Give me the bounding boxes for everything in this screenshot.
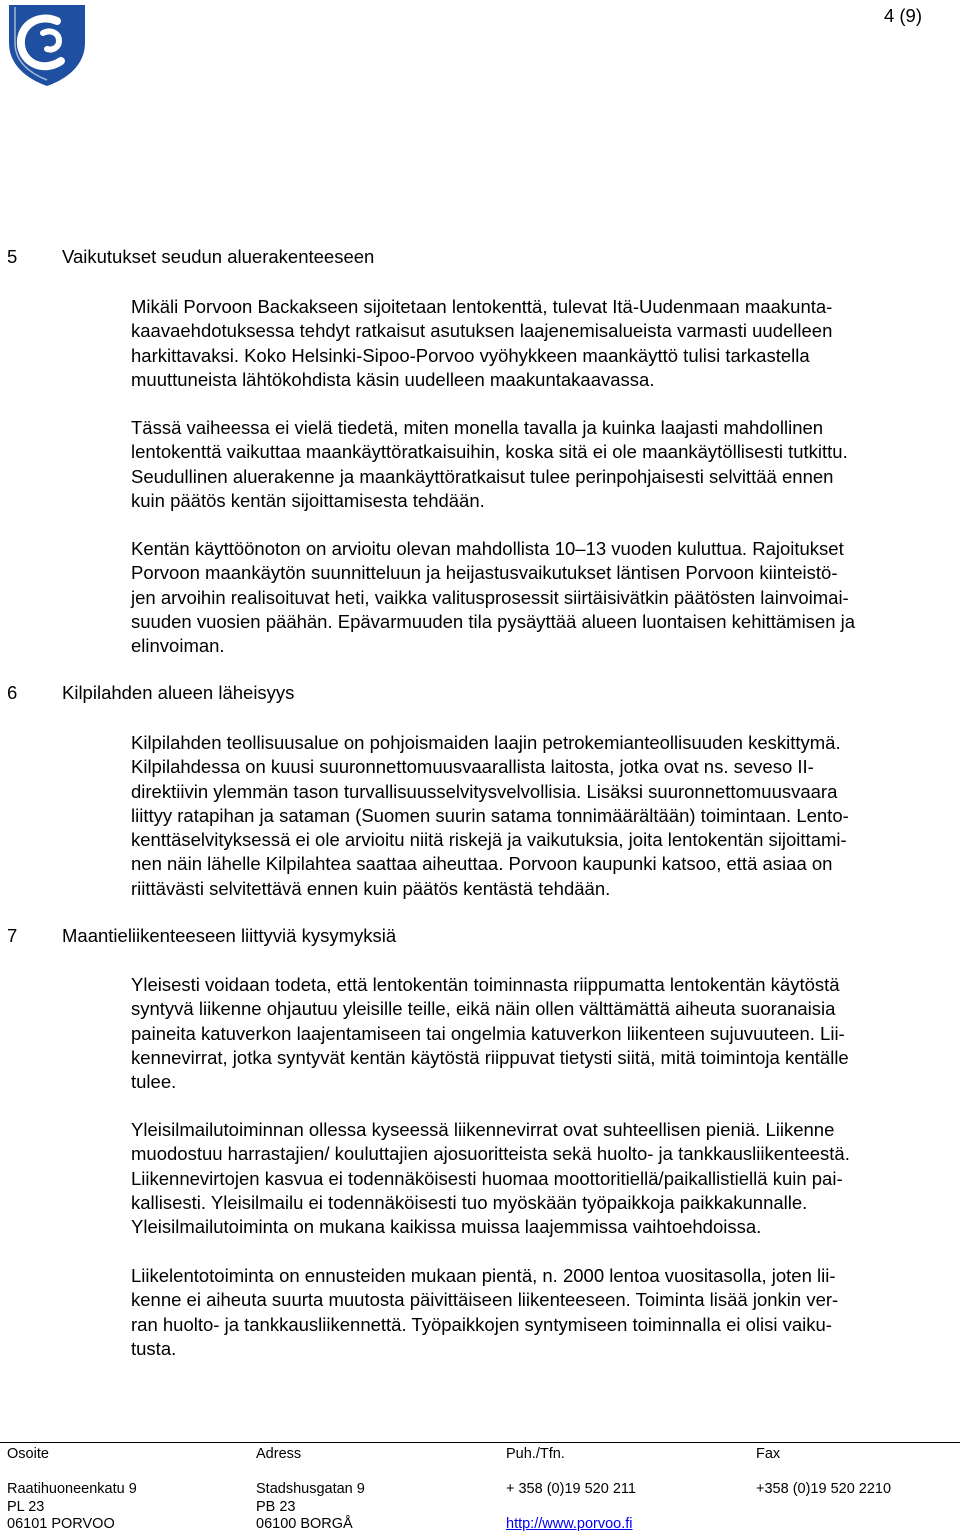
text-line: jen arvoihin realisoituvat heti, vaikka valitusprosessit siirtäisivätkin päätösten lainvoimai- — [131, 586, 849, 608]
footer-website[interactable] — [506, 1516, 633, 1534]
document-title: Lentokenttätyöryhmän lausuntoehdotus — [506, 29, 860, 50]
text-line: nen näin lähelle Kilpilahtea saattaa aiheuttaa. Porvoon kaupunki katsoo, että asiaa on — [131, 853, 833, 875]
text-line: riittävästi selvitettävä ennen kuin päätös kentästä tehdään. — [131, 877, 611, 899]
text-line: tulee. — [131, 1071, 177, 1093]
text-line: elinvoiman. — [131, 635, 225, 657]
text-line: Kilpilahden teollisuusalue on pohjoismaiden laajin petrokemianteollisuuden keskittymä. — [131, 732, 841, 753]
address-line: 06101 PORVOO — [7, 1516, 115, 1532]
footer-divider — [0, 1442, 960, 1443]
page-number: 4 (9) — [883, 5, 922, 26]
text-line: Liikennevirtojen kasvua ei todennäköisesti huomaa moottoritiellä/paikallistiellä kuin pai- — [131, 1167, 843, 1189]
section-heading: Maantieliikenteeseen liittyviä kysymyksiä — [62, 925, 397, 946]
text-line: direktiivin ylemmän tason turvallisuusselvitysvelvollisia. Lisäksi suuronnettomuusvaara — [131, 780, 838, 802]
org-name-fi: Porvoon kaupunki — [110, 29, 259, 50]
document-date: 15.10.2007 — [506, 126, 599, 147]
text-line: Mikäli Porvoon Backakseen sijoitetaan lentokenttä, tulevat Itä-Uudenmaan maakunta- — [131, 296, 833, 317]
text-line: suuden vuosien päähän. Epävarmuuden tila pysäyttää alueen luontaisen kehittämisen ja — [131, 610, 856, 632]
address-line: 06100 BORGÅ — [256, 1516, 353, 1532]
text-line: Tässä vaiheessa ei vielä tiedetä, miten monella tavalla ja kuinka laajasti mahdollinen — [131, 417, 824, 438]
section-heading: Vaikutukset seudun aluerakenteeseen — [62, 246, 375, 267]
text-line: muodostuu harrastajien/ kouluttajien ajosuoritteista sekä huolto- ja tankkausliikenteestä. — [131, 1143, 850, 1165]
address-line: PB 23 — [256, 1498, 296, 1515]
address-line: Stadshusgatan 9 — [256, 1481, 365, 1497]
text-line: kallisesti. Yleisilmailu ei todennäköisesti tuo myöskään työpaikkoja paikkakunnalle. — [131, 1191, 808, 1213]
footer-label-phone: Puh./Tfn. — [506, 1446, 565, 1462]
text-line: kuin päätös kentän sijoittamisesta tehdään. — [131, 489, 485, 511]
text-line: kenttäselvityksessä ei ole arvioitu niitä riskejä ja vaikutuksia, joita lentokentän sijoittami- — [131, 829, 847, 851]
text-line: Yleisesti voidaan todeta, että lentokentän toiminnasta riippumatta lentokentän käytöstä — [131, 974, 840, 995]
org-name-sv: Borgå stad — [110, 53, 200, 74]
footer-address-fi — [7, 1481, 137, 1534]
footer-phone: + 358 (0)19 520 211 — [506, 1481, 636, 1497]
text-line: lentokenttä vaikuttaa maankäyttöratkaisuihin, koska sitä ei ole maankäytöllisesti tutkittu. — [131, 441, 848, 463]
city-coat-of-arms-icon — [5, 3, 89, 87]
text-line: Porvoon maankäytön suunnitteluun ja heijastusvaikutukset läntisen Porvoon kiinteistö- — [131, 562, 838, 584]
section-number: 6 — [7, 682, 18, 703]
document-subtitle-line-1: (Käsitellään kaupunginhallituksessa 22.10.2007 — [506, 53, 897, 74]
address-line: Raatihuoneenkatu 9 — [7, 1481, 137, 1497]
paragraph — [131, 416, 848, 513]
footer-fax: +358 (0)19 520 2210 — [756, 1481, 892, 1497]
text-line: kennevirrat, jotka syntyvät kentän käytöstä riippuvat tietysti siitä, mitä toimintoja kentälle — [131, 1046, 849, 1068]
text-line: Seudullinen aluerakenne ja maankäyttöratkaisut tulee perinpohjaisesti selvittää ennen — [131, 465, 834, 487]
text-line: kenne ei aiheuta suurta muutosta päivittäiseen liikenteeseen. Toiminta lisää jonkin ver- — [131, 1289, 839, 1311]
paragraph — [131, 1118, 850, 1239]
section-heading: Kilpilahden alueen läheisyys — [62, 682, 295, 703]
section-number: 5 — [7, 246, 18, 267]
document-subtitle-line-2: ja kaupunginvaltuustossa 31.10.2007) — [506, 77, 818, 98]
address-line: PL 23 — [7, 1498, 45, 1515]
text-line: Kilpilahdessa on kuusi suuronnettomuusvaarallista laitosta, jotka ovat ns. seveso II- — [131, 756, 814, 778]
paragraph — [131, 295, 832, 392]
text-line: muuttuneista lähtökohdista käsin uudelleen maakuntakaavassa. — [131, 368, 655, 390]
text-line: harkittavaksi. Koko Helsinki-Sipoo-Porvoo vyöhykkeen maankäyttö tulisi tarkastella — [131, 344, 810, 366]
footer-address-sv — [256, 1481, 365, 1534]
text-line: Kentän käyttöönoton on arvioitu olevan mahdollista 10–13 vuoden kuluttua. Rajoitukset — [131, 538, 844, 559]
section-number: 7 — [7, 925, 18, 946]
website-link[interactable]: http://www.porvoo.fi — [506, 1516, 633, 1532]
text-line: kaavaehdotuksessa tehdyt ratkaisut asutuksen laajenemisalueista varmasti uudelleen — [131, 320, 833, 342]
text-line: liittyy ratapihan ja sataman (Suomen suurin satama tonnimäärältään) toimintaan. Lento- — [131, 804, 849, 826]
footer-label-address-sv: Adress — [256, 1446, 302, 1462]
text-line: tusta. — [131, 1337, 177, 1359]
text-line: syntyvä liikenne ohjautuu yleisille teille, eikä näin ollen välttämättä aiheuta suoranaisia — [131, 998, 836, 1020]
text-line: ran huolto- ja tankkausliikennettä. Työpaikkojen syntymiseen toiminnalla ei olisi vaiku- — [131, 1313, 832, 1335]
text-line: Yleisilmailutoiminnan ollessa kyseessä liikennevirrat ovat suhteellisen pieniä. Liikenne — [131, 1119, 835, 1140]
paragraph — [131, 1264, 838, 1361]
footer-label-fax: Fax — [756, 1446, 781, 1462]
paragraph — [131, 731, 849, 901]
paragraph — [131, 537, 855, 658]
text-line: Liikelentotoiminta on ennusteiden mukaan pientä, n. 2000 lentoa vuositasolla, joten lii- — [131, 1265, 836, 1286]
text-line: paineita katuverkon laajentamiseen tai ongelmia katuverkon liikenteen sujuvuuteen. Lii- — [131, 1022, 845, 1044]
text-line: Yleisilmailutoiminta on mukana kaikissa muissa laajemmissa vaihtoehdoissa. — [131, 1216, 762, 1238]
paragraph — [131, 973, 849, 1094]
footer-label-address-fi: Osoite — [7, 1446, 49, 1462]
